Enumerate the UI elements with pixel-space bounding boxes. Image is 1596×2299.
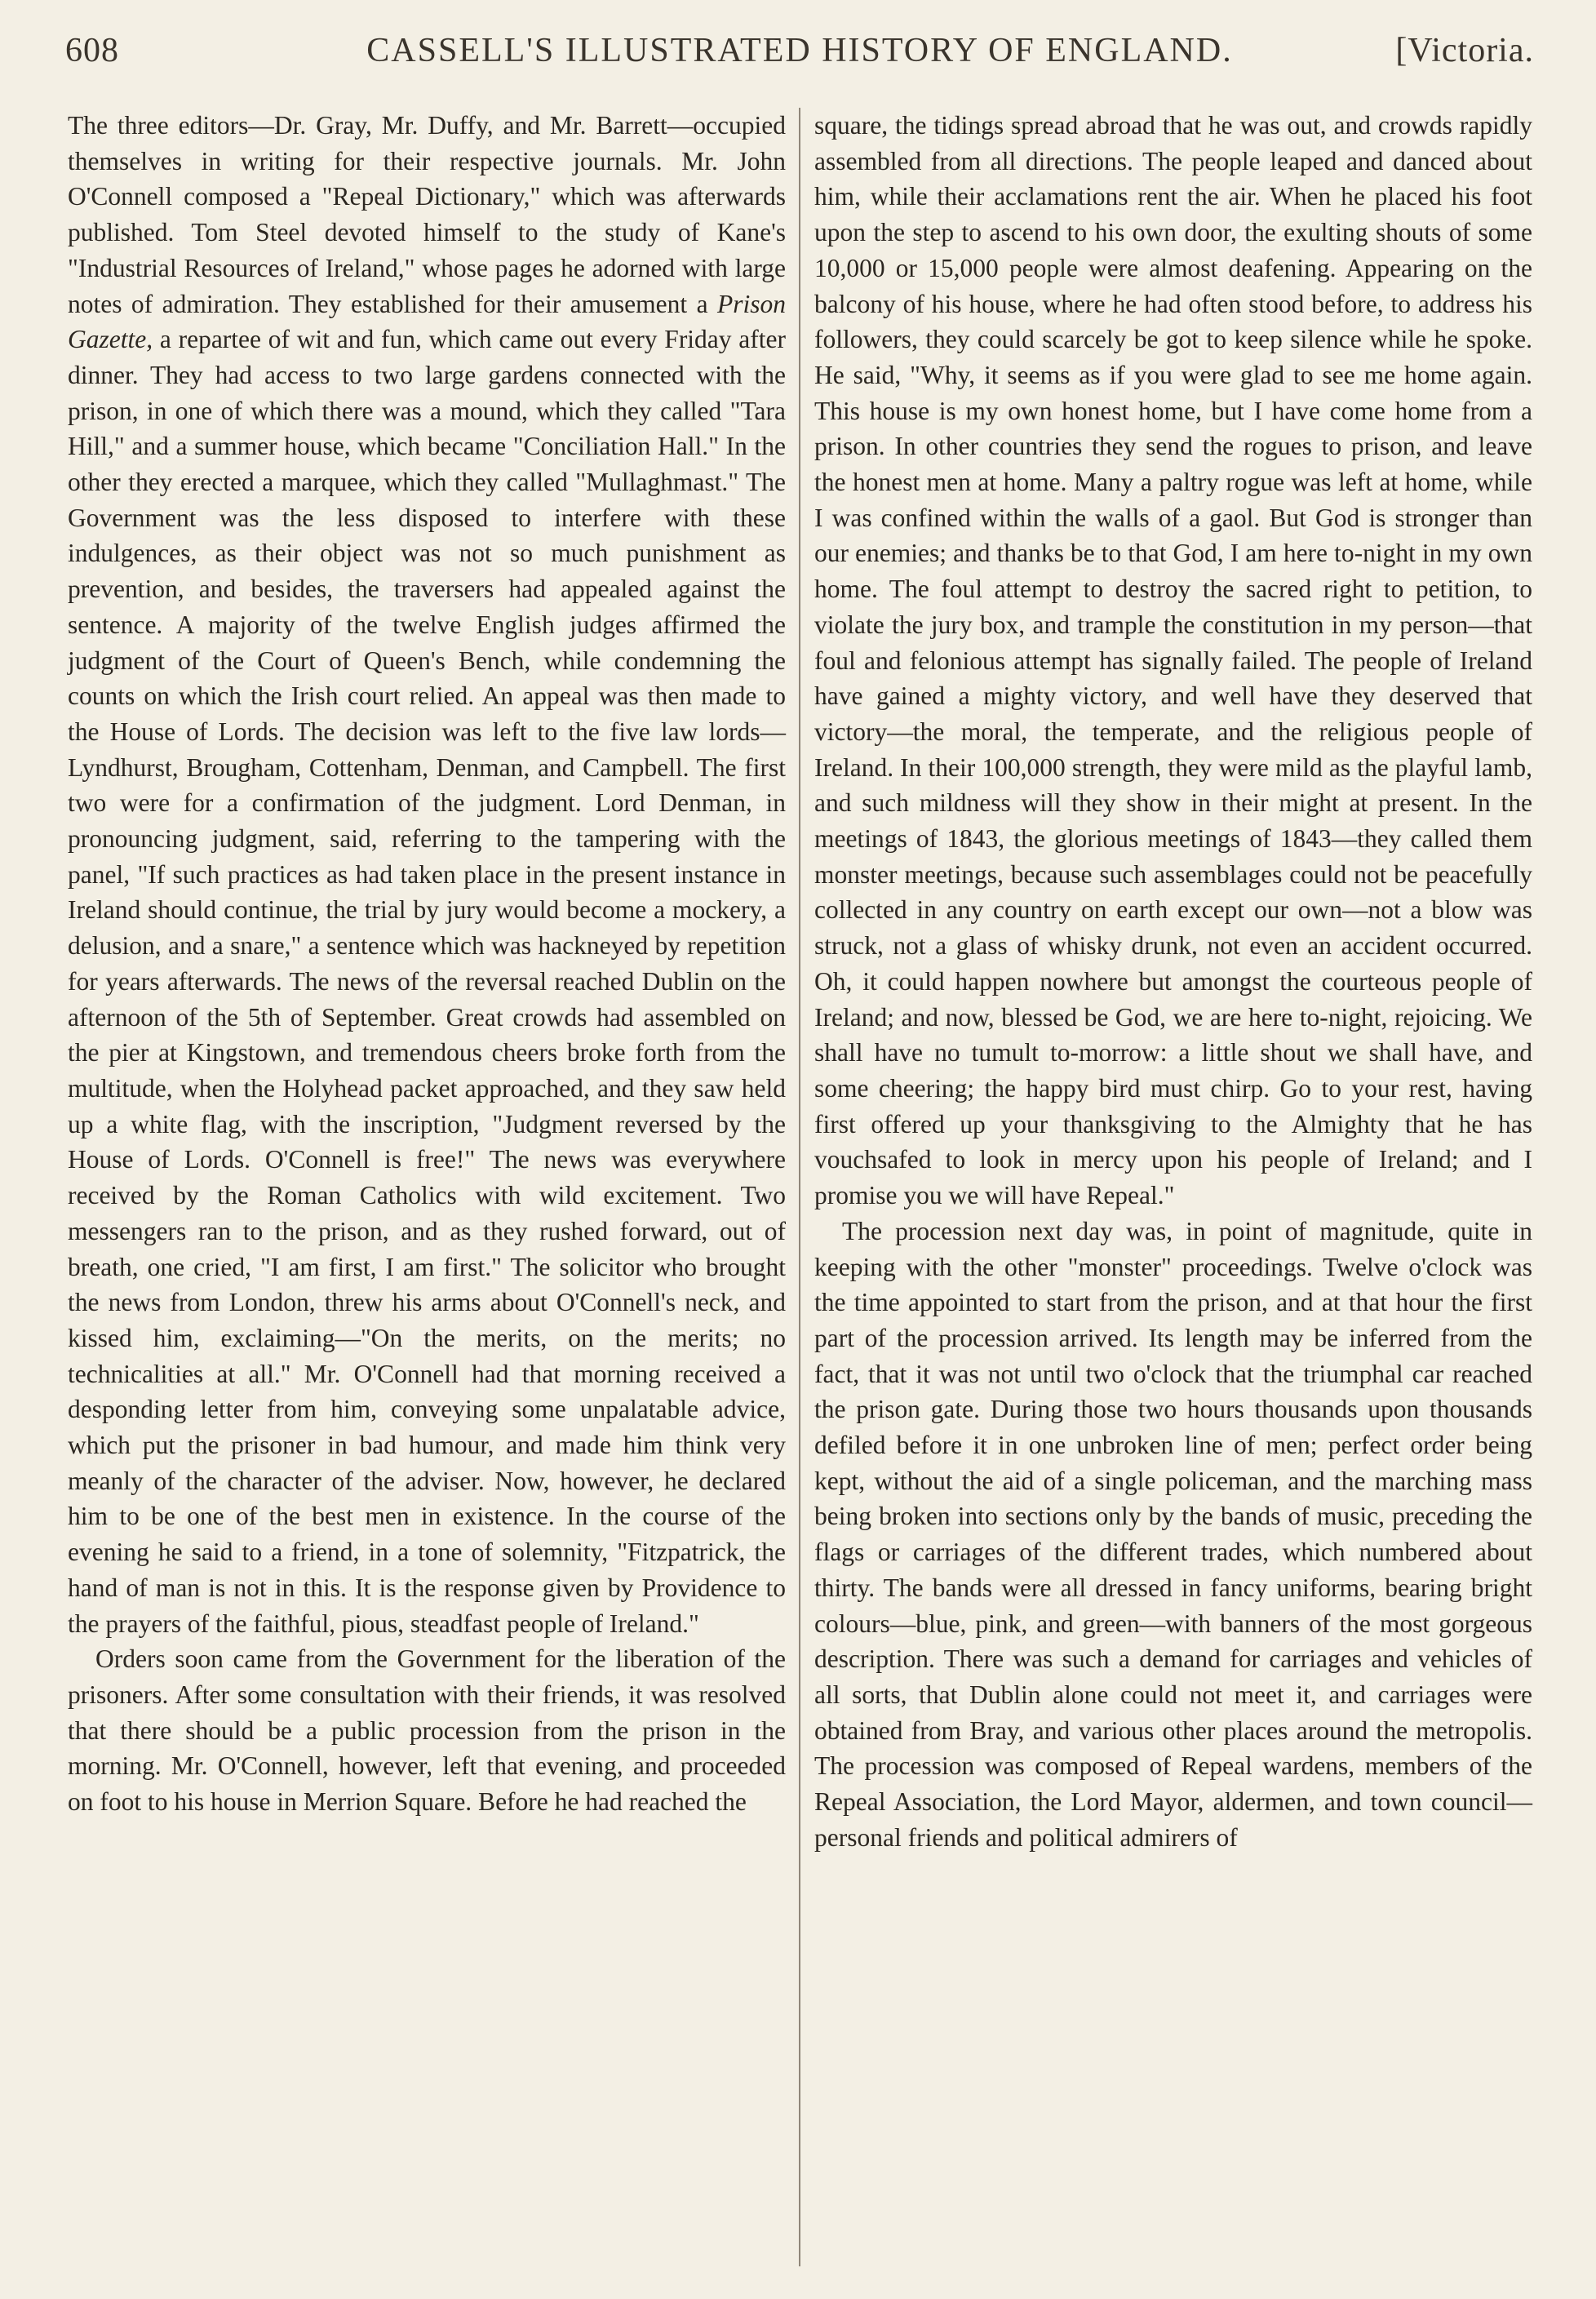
reign-label: [Victoria. xyxy=(1395,32,1534,69)
paragraph: square, the tidings spread abroad that he was out, and crowds rapidly assembled from all directions. The people leaped and danced about him, while their acclamations rent the air. When he placed his foot upon the step to ascend to his own door, the exulting shouts of some 10,000 or 15,000 people were almost deafening. Appearing on the balcony of his house, where he had often stood before, to address his followers, they could scarcely be got to keep silence while he spoke. He said, "Why, it seems as if you were glad to see me home again. This house is my own honest home, but I have come home from a prison. In other countries they send the rogues to prison, and leave the honest men at home. Many a paltry rogue was left at home, while I was confined within the walls of a gaol. But God is stronger than our enemies; and thanks be to that God, I am here to-night in my own home. The foul attempt to destroy the sacred right to petition, to violate the jury box, and trample the constitution in my person—that foul and felonious attempt has signally failed. The people of Ireland have gained a mighty victory, and well have they deserved that victory—the moral, the temperate, and the religious people of Ireland. In their 100,000 strength, they were mild as the playful lamb, and such mildness will they show in their might at present. In the meetings of 1843, the glorious meetings of 1843—they called them monster meetings, because such assemblages could not be peacefully collected in any country on earth except our own—not a blow was struck, not a glass of whisky drunk, not even an accident occurred. Oh, it could happen nowhere but amongst the courteous people of Ireland; and now, blessed be God, we are here to-night, rejoicing. We shall have no tumult to-morrow: a little shout we shall have, and some cheering; the happy bird must chirp. Go to your rest, having first offered up your thanksgiving to the Almighty that he has vouchsafed to look in mercy upon his people of Ireland; and I promise you we will have Repeal." xyxy=(814,111,1532,1210)
paragraph-text: The three editors—Dr. Gray, Mr. Duffy, and Mr. Barrett—occupied themselves in writing for their respective journals. Mr. John O'Connell composed a "Repeal Dictionary," which was afterwards published. Tom Steel devoted himself to the study of Kane's "Industrial Resources of Ireland," whose pages he adorned with large notes of admiration. They established for their amusement a xyxy=(68,111,786,318)
right-column xyxy=(814,108,1532,1855)
page-number: 608 xyxy=(65,32,119,69)
left-column xyxy=(68,108,786,1820)
paragraph: The procession next day was, in point of magnitude, quite in keeping with the other "monster" proceedings. Twelve o'clock was the time appointed to start from the prison, and at that hour the first part of the procession arrived. Its length may be inferred from the fact, that it was not until two o'clock that the triumphal car reached the prison gate. During those two hours thousands upon thousands defiled before it in one unbroken line of men; perfect order being kept, without the aid of a single policeman, and the marching mass being broken into sections only by the bands of music, preceding the flags or carriages of the different trades, which numbered about thirty. The bands were all dressed in fancy uniforms, bearing bright colours—blue, pink, and green—with banners of the most gorgeous description. There was such a demand for carriages and vehicles of all sorts, that Dublin alone could not meet it, and carriages were obtained from Bray, and various other places around the metropolis. The procession was composed of Repeal wardens, members of the Repeal Association, the Lord Mayor, aldermen, and town council—personal friends and political admirers of xyxy=(814,1216,1532,1852)
paragraph xyxy=(68,108,786,1641)
column-divider xyxy=(799,108,800,2266)
italic-title: Prison Gazette, xyxy=(68,289,786,354)
running-header xyxy=(65,31,1534,80)
paragraph: Orders soon came from the Government for the liberation of the prisoners. After some consultation with their friends, it was resolved that there should be a public procession from the prison in the morning. Mr. O'Connell, however, left that evening, and proceeded on foot to his house in Merrion Square. Before he had reached the xyxy=(68,1644,786,1817)
running-title: CASSELL'S ILLUSTRATED HISTORY OF ENGLAND. xyxy=(366,32,1233,69)
paragraph-text: a repartee of wit and fun, which came out every Friday after dinner. They had access to two large gardens connected with the prison, in one of which there was a mound, which they called "Tara Hill," and a summer house, which became "Conciliation Hall." In the other they erected a marquee, which they called "Mullaghmast." The Government was the less disposed to interfere with these indulgences, as their object was not so much punishment as prevention, and besides, the traversers had appealed against the sentence. A majority of the twelve English judges affirmed the judgment of the Court of Queen's Bench, while condemning the counts on which the Irish court relied. An appeal was then made to the House of Lords. The decision was left to the five law lords—Lyndhurst, Brougham, Cottenham, Denman, and Campbell. The first two were for a confirmation of the judgment. Lord Denman, in pronouncing judgment, said, referring to the tampering with the panel, "If such practices as had taken place in the present instance in Ireland should continue, the trial by jury would become a mockery, a delusion, and a snare," a sentence which was hackneyed by repetition for years afterwards. The news of the reversal reached Dublin on the afternoon of the 5th of September. Great crowds had assembled on the pier at Kingstown, and tremendous cheers broke forth from the multitude, when the Holyhead packet approached, and they saw held up a white flag, with the inscription, "Judgment reversed by the House of Lords. O'Connell is free!" The news was everywhere received by the Roman Catholics with wild excitement. Two messengers ran to the prison, and as they rushed forward, out of breath, one cried, "I am first, I am first." The solicitor who brought the news from London, threw his arms about O'Connell's neck, and kissed him, exclaiming—"On the merits, on the merits; no technicalities at all." Mr. O'Connell had that morning received a desponding letter from him, conveying some unpalatable advice, which put the prisoner in bad humour, and made him think very meanly of the character of the adviser. Now, however, he declared him to be one of the best men in existence. In the course of the evening he said to a friend, in a tone of solemnity, "Fitzpatrick, the hand of man is not in this. It is the response given by Providence to the prayers of the faithful, pious, steadfast people of Ireland." xyxy=(68,325,786,1638)
